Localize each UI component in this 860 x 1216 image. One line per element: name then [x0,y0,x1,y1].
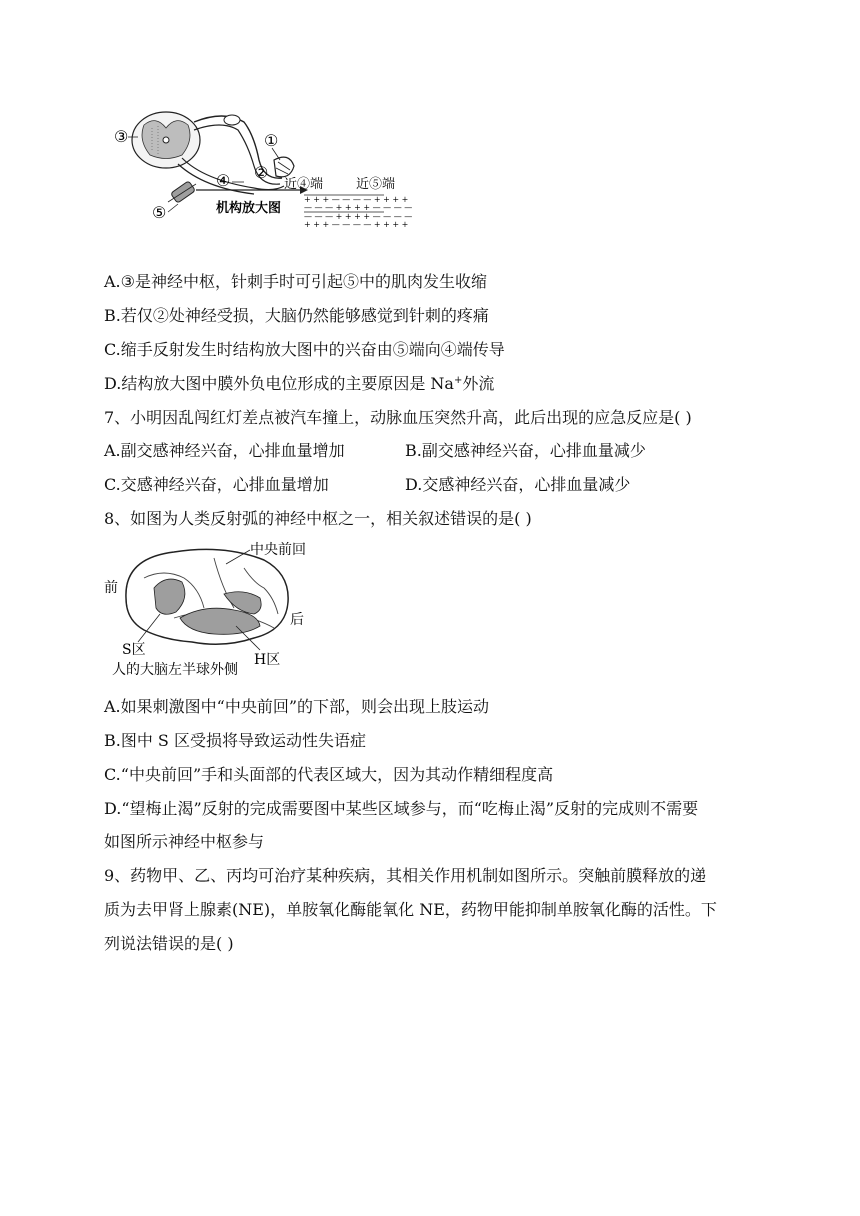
reflex-arc-figure [104,100,424,235]
q8-option-a: A.如果刺激图中“中央前回”的下部，则会出现上肢运动 [104,697,490,716]
q9-stem-line-3: 列说法错误的是( ) [104,934,234,953]
effector-muscle [168,181,196,203]
q8-option-b: B.图中 S 区受损将导致运动性失语症 [104,731,366,750]
q8-stem: 8、如图为人类反射弧的神经中枢之一，相关叙述错误的是( ) [104,509,532,528]
q8-option-d: D.“望梅止渴”反射的完成需要图中某些区域参与，而“吃梅止渴”反射的完成则不需要 [104,799,699,818]
near-4-end-label: 近④端 [284,177,324,192]
q6-option-d [104,374,494,394]
label-3: ③ [114,127,129,146]
brain-caption: 人的大脑左半球外侧 [112,662,238,678]
front-label: 前 [104,580,118,596]
charge-row-4: + + + — — — — + + + + [304,220,409,229]
h-area-label: H区 [254,652,281,668]
label-4: ④ [216,171,231,190]
q7-option-c: C.交感神经兴奋，心排血量增加 [104,475,329,494]
q9-stem-line-2: 质为去甲肾上腺素(NE)，单胺氧化酶能氧化 NE，药物甲能抑制单胺氧化酶的活性。下 [104,900,717,919]
back-label: 后 [290,612,304,628]
charge-row-3: — — — + + + + — — — — [304,212,413,221]
membrane-charge-diagram [304,195,412,229]
enlarged-caption: 机构放大图 [216,201,282,216]
label-1: ① [264,131,279,150]
central-gyrus-label: 中央前回 [250,542,306,558]
label-5: ⑤ [152,203,167,222]
q7-option-a: A.副交感神经兴奋，心排血量增加 [104,441,345,460]
receptor [274,157,294,177]
label-2: ② [254,163,269,182]
q7-stem: 7、小明因乱闯红灯差点被汽车撞上，动脉血压突然升高，此后出现的应急反应是( ) [104,408,692,427]
q8-option-d-cont: 如图所示神经中枢参与 [104,832,265,851]
q6-option-d-tail: 外流 [462,374,495,393]
sodium-charge: + [453,375,463,386]
q6-option-d-text: D.结构放大图中膜外负电位形成的主要原因是 Na [104,374,454,393]
q7-option-d: D.交感神经兴奋，心排血量减少 [405,475,631,494]
q8-option-c: C.“中央前回”手和头面部的代表区域大，因为其动作精细程度高 [104,765,554,784]
brain-left-hemisphere-figure [104,538,344,678]
near-5-end-label: 近⑤端 [356,177,396,192]
q9-stem-line-1: 9、药物甲、乙、丙均可治疗某种疾病，其相关作用机制如图所示。突触前膜释放的递 [104,866,707,885]
q6-option-b: B.若仅②处神经受损，大脑仍然能够感觉到针刺的疼痛 [104,306,489,325]
charge-row-1: + + + — — — — + + + + [304,195,409,204]
q6-option-c: C.缩手反射发生时结构放大图中的兴奋由⑤端向④端传导 [104,340,505,359]
q6-option-a: A.③是神经中枢，针刺手时可引起⑤中的肌肉发生收缩 [104,272,487,291]
s-area-label: S区 [122,642,146,658]
q7-option-b: B.副交感神经兴奋，心排血量减少 [405,441,646,460]
efferent-nerve [182,158,284,190]
spinal-cord-section [132,112,200,168]
charge-row-2: — — — + + + + — — — — [304,203,413,212]
